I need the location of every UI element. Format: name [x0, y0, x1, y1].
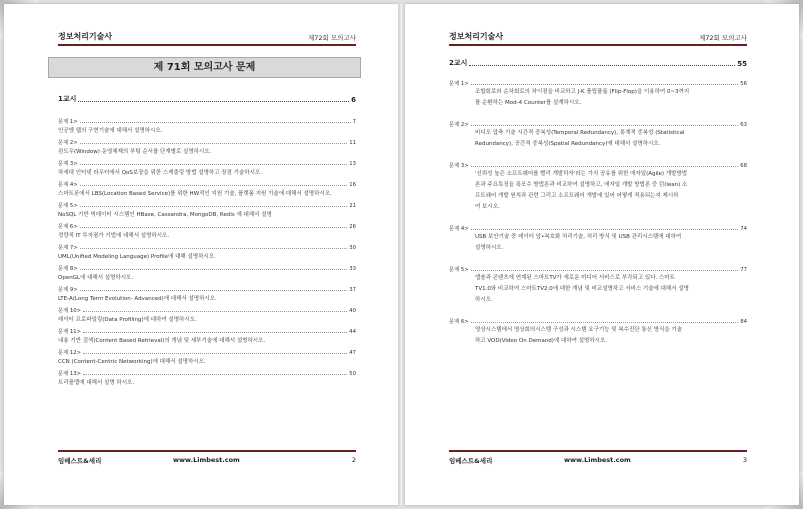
toc-entry[interactable] [58, 348, 356, 368]
footer-website[interactable]: www.Limbest.com [564, 456, 631, 464]
header-exam: 제72회 모의고사 [698, 34, 747, 42]
entry-label: 문제 4> [58, 182, 78, 188]
entry-page: 37 [349, 287, 356, 293]
entry-question-text: CCN (Content-Centric Networking)에 대해서 설명하시오. [58, 359, 206, 365]
entry-question-text: 여 보시오. [475, 204, 500, 210]
entry-page: 63 [740, 122, 747, 128]
entry-page: 13 [349, 161, 356, 167]
toc-entry[interactable] [449, 224, 747, 254]
entry-label: 문제 1> [58, 119, 78, 125]
toc-entry-line [58, 369, 356, 377]
toc-entry-line [58, 159, 356, 167]
toc-entry[interactable] [58, 222, 356, 242]
section-label: 2교시 [449, 59, 468, 67]
entry-page: 16 [349, 182, 356, 188]
leader-dots [80, 185, 348, 186]
toc-entry[interactable] [449, 317, 747, 347]
footer-publisher: 임베스트&세리 [58, 457, 102, 465]
toc-entry[interactable] [58, 201, 356, 221]
footer-page-number: 2 [351, 456, 356, 464]
entry-page: 56 [740, 81, 747, 87]
footer-page-number: 3 [742, 456, 747, 464]
section-heading[interactable] [449, 58, 747, 68]
toc-entry-line [58, 264, 356, 272]
entry-page: 77 [740, 267, 747, 273]
right-page-header [449, 31, 747, 46]
toc-entry-line [58, 306, 356, 314]
entry-question-text: 데이터 프로파일링(Data Profiling)에 대하여 설명하시오. [58, 317, 197, 323]
footer-publisher: 임베스트&세리 [449, 457, 493, 465]
toc-entry[interactable] [58, 159, 356, 179]
entry-question-text: 스마트폰에서 LBS(Location Based Service)를 위한 HW적인 지원 기술, 플랫폼 지원 기술에 대해서 설명하시오. [58, 191, 332, 197]
leader-dots [80, 164, 348, 165]
entry-question-text: 를 순환하는 Mod-4 Counter를 설계하시오. [475, 100, 582, 106]
entry-question-text: OpenGL에 대해서 설명하시오. [58, 275, 134, 281]
leader-dots [469, 65, 735, 66]
entry-page: 21 [349, 203, 356, 209]
entry-label: 문제 5> [58, 203, 78, 209]
entry-question-text: Redundancy), 공간적 중복성(Spatial Redundancy)에 대해서 설명하시오. [475, 141, 661, 147]
toc-entry[interactable] [58, 327, 356, 347]
entry-label: 문제 6> [449, 319, 469, 325]
entry-label: 문제 1> [449, 81, 469, 87]
entry-label: 문제 7> [58, 245, 78, 251]
leader-dots [80, 248, 348, 249]
exam-title: 제 71회 모의고사 문제 [48, 57, 361, 78]
entry-question-text: TV1.0와 비교하여 스마트TV2.0에 대한 개념 및 비교설명하고 서비스 기술에 대해서 설명 [475, 286, 689, 292]
header-exam: 제72회 모의고사 [307, 34, 356, 42]
entry-label: 문제 3> [58, 161, 78, 167]
leader-dots [80, 122, 351, 123]
entry-question-text: 영상시스템에서 영상회의시스템 구성과 시스템 요구기능 및 복수진단 통신 방식을 기술 [475, 327, 683, 333]
section-label: 1교시 [58, 95, 77, 103]
entry-page: 7 [352, 119, 356, 125]
leader-dots [471, 84, 739, 85]
leader-dots [471, 270, 739, 271]
entry-label: 문제 10> [58, 308, 82, 314]
entry-question-text: 앱솔과 콘텐츠에 연계된 스마트TV가 새로운 미디어 서비스로 부각되고 있다. 스마트 [475, 275, 675, 281]
leader-dots [471, 229, 739, 230]
leader-dots [83, 374, 347, 375]
entry-label: 문제 8> [58, 266, 78, 272]
toc-entry-line [449, 317, 747, 325]
toc-entry-line [449, 265, 747, 273]
toc-entry-line [58, 285, 356, 293]
leader-dots [80, 143, 348, 144]
entry-question-text: '신뢰성 높은 소프트웨어를 빨리 개발하자'라는 가치 공유를 위한 애자일(Agile) 개발방법 [475, 171, 688, 177]
toc-entry[interactable] [58, 264, 356, 284]
entry-page: 84 [740, 319, 747, 325]
left-page-footer [58, 450, 356, 466]
entry-question-text: 프트웨어 개발 원칙과 관련 그리고 소프트웨어 개발에 있어 어떻게 적용되는지 제시하 [475, 193, 679, 199]
leader-dots [471, 166, 739, 167]
entry-label: 문제 11> [58, 329, 82, 335]
entry-question-text: 하고 VOD(Video On Demand)에 대하여 설명하시오. [475, 338, 608, 344]
toc-entry-line [58, 117, 356, 125]
leader-dots [80, 290, 348, 291]
entry-page: 74 [740, 226, 747, 232]
section-heading[interactable] [58, 94, 356, 104]
toc-entry[interactable] [58, 117, 356, 137]
toc-entry-line [58, 180, 356, 188]
entry-question-text: 윈도우(Window) 운영체제의 부팅 순서를 단계별로 설명하시오. [58, 149, 212, 155]
entry-question-text: UML(Unified Modeling Language) Profile에 대해 설명하시오. [58, 254, 216, 260]
entry-page: 11 [349, 140, 356, 146]
entry-question-text: 차세대 인터넷 라우터에서 QoS보장을 위한 스케줄링 방법 설명하고 장점 기술하시오. [58, 170, 262, 176]
entry-label: 문제 2> [449, 122, 469, 128]
entry-question-text: 인공엠 웹의 구현기술에 대해서 설명하시오. [58, 128, 163, 134]
header-title: 정보처리기술사 [449, 32, 504, 41]
entry-label: 문제 13> [58, 371, 82, 377]
leader-dots [83, 332, 347, 333]
toc-entry-line [58, 327, 356, 335]
toc-entry[interactable] [449, 161, 747, 213]
entry-label: 문제 12> [58, 350, 82, 356]
entry-question-text: NoSQL 기반 빅데이터 시스템인 HBase, Cassandra, MongoDB, Redis 에 대해서 설명 [58, 212, 272, 218]
entry-page: 40 [349, 308, 356, 314]
entry-label: 문제 4> [449, 226, 469, 232]
left-page-header [58, 31, 356, 46]
header-title: 정보처리기술사 [58, 32, 113, 41]
entry-label: 문제 5> [449, 267, 469, 273]
entry-question-text: 설명하시오. [475, 245, 504, 251]
toc-entry-line [449, 120, 747, 128]
entry-question-text: 하시오. [475, 297, 493, 303]
toc-entry[interactable] [449, 265, 747, 306]
toc-entry[interactable] [58, 369, 356, 389]
entry-label: 문제 6> [58, 224, 78, 230]
entry-question-text: LTE-A(Long Term Evolution- Advanced)에 대해서 설명하시오. [58, 296, 217, 302]
entry-label: 문제 2> [58, 140, 78, 146]
toc-entry-line [58, 138, 356, 146]
book-gutter [398, 4, 405, 505]
toc-entry[interactable] [58, 285, 356, 305]
leader-dots [83, 353, 347, 354]
entry-page: 44 [349, 329, 356, 335]
toc-entry-line [58, 201, 356, 209]
entry-page: 26 [349, 224, 356, 230]
entry-question-text: USB 보안기술 중 데이터 암•복호화 처리기술, 처리 방식 및 USB 관리시스템에 대하여 [475, 234, 682, 240]
entry-page: 47 [349, 350, 356, 356]
leader-dots [80, 269, 348, 270]
entry-question-text: 정량적 IT 투자평가 기법에 대해서 설명하시오. [58, 233, 170, 239]
toc-entry[interactable] [58, 243, 356, 263]
section-page: 55 [737, 60, 747, 68]
entry-question-text: 내용 기반 검색(Content Based Retrieval)의 개념 및 세부기술에 대해서 설명하시오. [58, 338, 266, 344]
entry-question-text: 트리플맵에 대해서 설명 하시오. [58, 380, 135, 386]
toc-entry-line [58, 222, 356, 230]
entry-label: 문제 3> [449, 163, 469, 169]
entry-question-text: 조합회로와 순차회로의 차이점을 비교하고 J-K 플립플롭 (Flip-Flop)을 이용하여 0~3까지 [475, 89, 690, 95]
right-page-footer [449, 450, 747, 466]
toc-entry-line [449, 79, 747, 87]
leader-dots [83, 311, 347, 312]
leader-dots [80, 206, 348, 207]
footer-website[interactable]: www.Limbest.com [173, 456, 240, 464]
leader-dots [78, 101, 349, 102]
toc-entry[interactable] [58, 138, 356, 158]
toc-entry[interactable] [58, 180, 356, 200]
toc-entry[interactable] [449, 120, 747, 150]
entry-label: 문제 9> [58, 287, 78, 293]
toc-entry-line [58, 243, 356, 251]
toc-entry-line [58, 348, 356, 356]
leader-dots [80, 227, 348, 228]
leader-dots [471, 322, 739, 323]
entry-page: 30 [349, 245, 356, 251]
entry-question-text: 비디오 압축 기술 시간적 중복성(Temporal Redundancy), 통계적 중복성 (Statistical [475, 130, 685, 136]
toc-entry[interactable] [58, 306, 356, 326]
entry-page: 68 [740, 163, 747, 169]
entry-question-text: 론과 주요특징을 폭포수 방법론과 비교하여 설명하고, 애자일 개발 방법론 중 린(lean) 소 [475, 182, 688, 188]
toc-entry-line [449, 161, 747, 169]
entry-page: 33 [349, 266, 356, 272]
toc-entry[interactable] [449, 79, 747, 109]
toc-entry-line [449, 224, 747, 232]
leader-dots [471, 125, 739, 126]
entry-page: 50 [349, 371, 356, 377]
section-page: 6 [351, 96, 356, 104]
